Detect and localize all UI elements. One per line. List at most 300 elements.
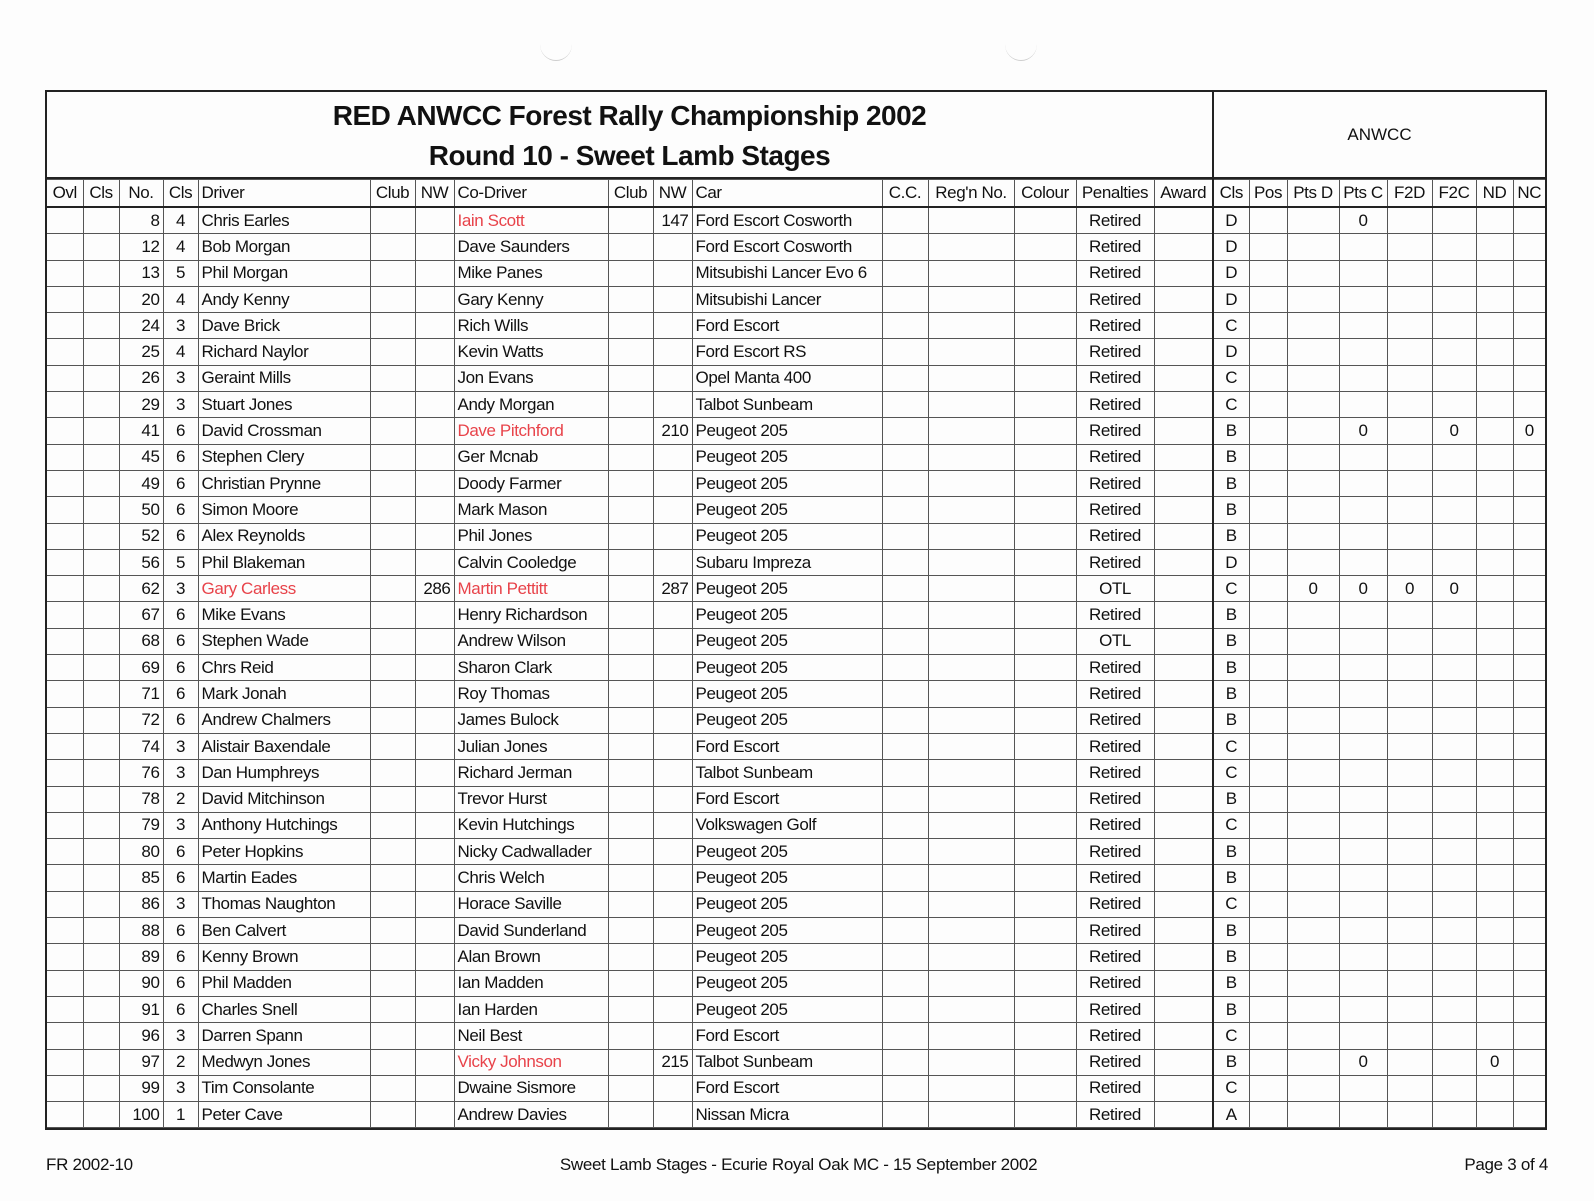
- table-cell: [83, 313, 119, 339]
- table-row: [47, 392, 1545, 418]
- table-cell: [928, 760, 1014, 786]
- table-cell: [1387, 1023, 1432, 1049]
- table-cell: [1249, 523, 1287, 549]
- table-cell: [1387, 339, 1432, 365]
- table-cell: [415, 786, 454, 812]
- table-cell: 0: [1513, 418, 1545, 444]
- table-cell: Retired: [1076, 313, 1154, 339]
- table-cell: B: [1213, 628, 1249, 654]
- table-cell: [928, 602, 1014, 628]
- table-cell: 25: [119, 339, 163, 365]
- table-row: [47, 707, 1545, 733]
- table-cell: [1476, 996, 1513, 1022]
- table-cell: [1476, 602, 1513, 628]
- table-cell: 3: [163, 313, 198, 339]
- table-cell: [1387, 707, 1432, 733]
- table-cell: [1014, 918, 1076, 944]
- table-row: [47, 786, 1545, 812]
- table-cell: Retired: [1076, 812, 1154, 838]
- table-cell: Peugeot 205: [692, 996, 882, 1022]
- table-cell: Retired: [1076, 392, 1154, 418]
- table-cell: 80: [119, 839, 163, 865]
- table-cell: [1014, 234, 1076, 260]
- table-cell: [1249, 1075, 1287, 1101]
- table-cell: [1154, 812, 1213, 838]
- table-cell: [1513, 786, 1545, 812]
- table-cell: [653, 812, 692, 838]
- table-cell: C: [1213, 392, 1249, 418]
- table-cell: [1339, 944, 1387, 970]
- column-header: Driver: [198, 180, 370, 208]
- table-cell: [1249, 628, 1287, 654]
- table-cell: [1476, 497, 1513, 523]
- table-cell: 287: [653, 576, 692, 602]
- table-cell: Vicky Johnson: [454, 1049, 608, 1075]
- table-cell: 76: [119, 760, 163, 786]
- table-cell: 0: [1339, 207, 1387, 234]
- table-cell: [47, 865, 83, 891]
- table-cell: [1513, 655, 1545, 681]
- column-header: Reg'n No.: [928, 180, 1014, 208]
- table-cell: 86: [119, 891, 163, 917]
- table-cell: 0: [1432, 418, 1476, 444]
- table-cell: Retired: [1076, 996, 1154, 1022]
- column-header: NC: [1513, 180, 1545, 208]
- title-line-1: RED ANWCC Forest Rally Championship 2002: [332, 100, 927, 131]
- table-cell: [1287, 918, 1339, 944]
- table-cell: Retired: [1076, 707, 1154, 733]
- table-cell: [882, 418, 928, 444]
- table-cell: [1513, 1102, 1545, 1128]
- table-cell: Ford Escort: [692, 313, 882, 339]
- table-cell: Peugeot 205: [692, 918, 882, 944]
- table-cell: [1387, 760, 1432, 786]
- table-cell: [47, 1102, 83, 1128]
- table-cell: [1476, 444, 1513, 470]
- table-cell: [653, 1075, 692, 1101]
- table-cell: [928, 970, 1014, 996]
- table-cell: 3: [163, 812, 198, 838]
- table-cell: [882, 313, 928, 339]
- table-cell: [1476, 707, 1513, 733]
- table-cell: [415, 602, 454, 628]
- table-cell: [83, 576, 119, 602]
- table-cell: [1476, 786, 1513, 812]
- table-cell: [1249, 418, 1287, 444]
- table-cell: [1249, 470, 1287, 496]
- table-cell: [1432, 786, 1476, 812]
- table-cell: [47, 891, 83, 917]
- table-cell: [1476, 576, 1513, 602]
- table-cell: [1014, 339, 1076, 365]
- table-cell: [1339, 1075, 1387, 1101]
- table-cell: B: [1213, 1049, 1249, 1075]
- table-cell: B: [1213, 996, 1249, 1022]
- table-cell: [608, 1075, 653, 1101]
- table-cell: [608, 918, 653, 944]
- table-cell: C: [1213, 812, 1249, 838]
- table-cell: Kevin Hutchings: [454, 812, 608, 838]
- table-cell: [47, 970, 83, 996]
- table-cell: Doody Farmer: [454, 470, 608, 496]
- table-cell: [1432, 234, 1476, 260]
- table-cell: [653, 470, 692, 496]
- table-cell: [1476, 523, 1513, 549]
- table-cell: [1432, 207, 1476, 234]
- table-cell: Peugeot 205: [692, 497, 882, 523]
- table-cell: [1387, 891, 1432, 917]
- table-cell: [1249, 339, 1287, 365]
- table-cell: 100: [119, 1102, 163, 1128]
- column-header: Colour: [1014, 180, 1076, 208]
- table-cell: Retired: [1076, 365, 1154, 391]
- table-cell: [1432, 655, 1476, 681]
- table-cell: [1513, 523, 1545, 549]
- table-cell: [1249, 1102, 1287, 1128]
- table-cell: [83, 918, 119, 944]
- table-cell: 6: [163, 839, 198, 865]
- table-cell: [1432, 286, 1476, 312]
- table-cell: [1154, 549, 1213, 575]
- table-cell: [1339, 839, 1387, 865]
- table-cell: [1339, 444, 1387, 470]
- table-cell: [608, 628, 653, 654]
- table-cell: [882, 812, 928, 838]
- table-cell: [1432, 549, 1476, 575]
- table-cell: 99: [119, 1075, 163, 1101]
- table-cell: [608, 707, 653, 733]
- table-cell: 62: [119, 576, 163, 602]
- table-cell: 3: [163, 733, 198, 759]
- table-cell: [415, 470, 454, 496]
- table-cell: [1513, 234, 1545, 260]
- table-cell: [1513, 707, 1545, 733]
- table-cell: Ger Mcnab: [454, 444, 608, 470]
- table-cell: [1154, 444, 1213, 470]
- table-cell: Ford Escort RS: [692, 339, 882, 365]
- table-cell: [1476, 1075, 1513, 1101]
- table-cell: [415, 970, 454, 996]
- table-cell: [882, 865, 928, 891]
- table-cell: [928, 944, 1014, 970]
- table-cell: [83, 681, 119, 707]
- table-cell: Mike Panes: [454, 260, 608, 286]
- table-cell: [370, 523, 415, 549]
- table-cell: [1387, 786, 1432, 812]
- table-cell: [1476, 655, 1513, 681]
- table-cell: [415, 681, 454, 707]
- table-cell: [370, 786, 415, 812]
- table-cell: [653, 918, 692, 944]
- table-cell: 91: [119, 996, 163, 1022]
- table-cell: 0: [1339, 576, 1387, 602]
- table-cell: [83, 839, 119, 865]
- table-cell: [1387, 681, 1432, 707]
- table-cell: [1014, 365, 1076, 391]
- table-cell: [47, 681, 83, 707]
- table-cell: [608, 260, 653, 286]
- table-cell: [653, 786, 692, 812]
- table-cell: Nicky Cadwallader: [454, 839, 608, 865]
- table-cell: [653, 733, 692, 759]
- table-cell: Mitsubishi Lancer Evo 6: [692, 260, 882, 286]
- table-cell: [1014, 418, 1076, 444]
- table-cell: B: [1213, 444, 1249, 470]
- table-cell: [370, 1102, 415, 1128]
- table-cell: [882, 444, 928, 470]
- table-cell: Kenny Brown: [198, 944, 370, 970]
- table-cell: [1014, 602, 1076, 628]
- table-cell: 67: [119, 602, 163, 628]
- table-cell: B: [1213, 786, 1249, 812]
- table-cell: [1154, 418, 1213, 444]
- table-cell: [415, 812, 454, 838]
- table-cell: [83, 286, 119, 312]
- table-cell: [653, 628, 692, 654]
- table-cell: Chris Earles: [198, 207, 370, 234]
- table-cell: [415, 207, 454, 234]
- table-cell: [47, 944, 83, 970]
- table-cell: [370, 628, 415, 654]
- table-cell: Sharon Clark: [454, 655, 608, 681]
- table-cell: [653, 602, 692, 628]
- table-cell: [1014, 1023, 1076, 1049]
- table-cell: [1249, 681, 1287, 707]
- table-cell: [1287, 549, 1339, 575]
- table-cell: D: [1213, 339, 1249, 365]
- table-cell: [1339, 339, 1387, 365]
- table-cell: [1154, 1023, 1213, 1049]
- results-table: [47, 179, 1545, 1128]
- table-cell: [653, 891, 692, 917]
- table-cell: 0: [1339, 1049, 1387, 1075]
- table-cell: Ian Harden: [454, 996, 608, 1022]
- table-cell: [928, 549, 1014, 575]
- table-cell: [1287, 497, 1339, 523]
- table-cell: Stuart Jones: [198, 392, 370, 418]
- table-cell: Bob Morgan: [198, 234, 370, 260]
- table-cell: [1432, 1049, 1476, 1075]
- table-row: [47, 470, 1545, 496]
- table-cell: Mark Jonah: [198, 681, 370, 707]
- table-cell: Ford Escort: [692, 733, 882, 759]
- table-cell: Dave Saunders: [454, 234, 608, 260]
- table-cell: [1432, 444, 1476, 470]
- table-cell: [83, 444, 119, 470]
- table-cell: [882, 523, 928, 549]
- table-cell: [415, 891, 454, 917]
- table-cell: 0: [1387, 576, 1432, 602]
- table-cell: Peugeot 205: [692, 707, 882, 733]
- table-cell: [370, 313, 415, 339]
- table-cell: [1154, 602, 1213, 628]
- table-cell: [1249, 891, 1287, 917]
- table-cell: Stephen Wade: [198, 628, 370, 654]
- table-cell: [1249, 1023, 1287, 1049]
- table-cell: Horace Saville: [454, 891, 608, 917]
- table-cell: [928, 891, 1014, 917]
- table-cell: 3: [163, 392, 198, 418]
- table-cell: [83, 523, 119, 549]
- table-cell: Roy Thomas: [454, 681, 608, 707]
- table-cell: B: [1213, 970, 1249, 996]
- table-cell: Retired: [1076, 418, 1154, 444]
- table-row: [47, 655, 1545, 681]
- table-cell: [928, 207, 1014, 234]
- table-row: [47, 996, 1545, 1022]
- table-cell: [1249, 444, 1287, 470]
- table-row: [47, 628, 1545, 654]
- table-cell: David Mitchinson: [198, 786, 370, 812]
- table-cell: [1014, 733, 1076, 759]
- table-cell: [653, 944, 692, 970]
- table-cell: C: [1213, 313, 1249, 339]
- table-cell: [1249, 1049, 1287, 1075]
- table-cell: [1249, 260, 1287, 286]
- table-cell: [608, 891, 653, 917]
- table-cell: B: [1213, 681, 1249, 707]
- table-cell: [415, 944, 454, 970]
- table-cell: [1513, 602, 1545, 628]
- table-cell: Peter Cave: [198, 1102, 370, 1128]
- table-cell: [1387, 602, 1432, 628]
- table-cell: [415, 839, 454, 865]
- table-cell: [1014, 260, 1076, 286]
- table-cell: [83, 470, 119, 496]
- table-cell: Gary Kenny: [454, 286, 608, 312]
- table-cell: OTL: [1076, 628, 1154, 654]
- table-row: [47, 1023, 1545, 1049]
- table-cell: Retired: [1076, 891, 1154, 917]
- table-cell: [1287, 996, 1339, 1022]
- table-cell: [608, 681, 653, 707]
- table-cell: [83, 707, 119, 733]
- table-cell: [608, 786, 653, 812]
- table-cell: [1249, 865, 1287, 891]
- table-cell: Geraint Mills: [198, 365, 370, 391]
- table-cell: [83, 628, 119, 654]
- table-cell: Peugeot 205: [692, 865, 882, 891]
- table-cell: Peugeot 205: [692, 891, 882, 917]
- table-cell: [882, 786, 928, 812]
- table-cell: 147: [653, 207, 692, 234]
- table-cell: [1249, 996, 1287, 1022]
- table-cell: [1476, 760, 1513, 786]
- table-cell: Peugeot 205: [692, 470, 882, 496]
- table-cell: Mitsubishi Lancer: [692, 286, 882, 312]
- table-cell: [1014, 286, 1076, 312]
- table-cell: [1513, 444, 1545, 470]
- table-cell: [83, 733, 119, 759]
- table-cell: [47, 576, 83, 602]
- table-cell: [1339, 497, 1387, 523]
- table-cell: [1339, 1023, 1387, 1049]
- table-cell: Thomas Naughton: [198, 891, 370, 917]
- table-cell: [370, 444, 415, 470]
- table-cell: [1476, 1023, 1513, 1049]
- table-cell: 88: [119, 918, 163, 944]
- column-header: Pts D: [1287, 180, 1339, 208]
- table-cell: [1432, 339, 1476, 365]
- table-cell: 72: [119, 707, 163, 733]
- table-cell: Martin Pettitt: [454, 576, 608, 602]
- table-cell: Ford Escort: [692, 1023, 882, 1049]
- table-cell: Ben Calvert: [198, 918, 370, 944]
- table-cell: [1339, 707, 1387, 733]
- table-cell: [653, 655, 692, 681]
- table-cell: Anthony Hutchings: [198, 812, 370, 838]
- table-row: [47, 602, 1545, 628]
- table-cell: B: [1213, 418, 1249, 444]
- table-cell: [608, 286, 653, 312]
- table-cell: [1014, 207, 1076, 234]
- table-cell: [370, 812, 415, 838]
- table-cell: 85: [119, 865, 163, 891]
- table-row: [47, 918, 1545, 944]
- header-row: [47, 180, 1545, 208]
- table-cell: [1432, 497, 1476, 523]
- table-cell: 41: [119, 418, 163, 444]
- table-cell: Peugeot 205: [692, 444, 882, 470]
- table-cell: [1154, 260, 1213, 286]
- table-row: [47, 733, 1545, 759]
- table-cell: [1014, 497, 1076, 523]
- table-cell: [882, 918, 928, 944]
- table-cell: [1513, 918, 1545, 944]
- table-cell: [1154, 891, 1213, 917]
- table-cell: D: [1213, 260, 1249, 286]
- table-cell: [1432, 1075, 1476, 1101]
- table-cell: [1287, 207, 1339, 234]
- table-cell: [370, 839, 415, 865]
- table-cell: [1154, 1049, 1213, 1075]
- table-cell: [1513, 576, 1545, 602]
- table-cell: D: [1213, 234, 1249, 260]
- table-cell: [1476, 234, 1513, 260]
- table-cell: [1287, 365, 1339, 391]
- table-cell: [415, 523, 454, 549]
- table-cell: [1476, 918, 1513, 944]
- table-cell: [882, 392, 928, 418]
- table-cell: [1249, 286, 1287, 312]
- table-cell: B: [1213, 470, 1249, 496]
- table-cell: [47, 523, 83, 549]
- table-cell: [882, 497, 928, 523]
- table-cell: [1339, 812, 1387, 838]
- table-cell: [1249, 313, 1287, 339]
- table-cell: 69: [119, 655, 163, 681]
- table-cell: [653, 1023, 692, 1049]
- table-cell: [1287, 339, 1339, 365]
- table-cell: [370, 234, 415, 260]
- table-cell: [1513, 1023, 1545, 1049]
- table-cell: [1014, 681, 1076, 707]
- table-cell: [83, 970, 119, 996]
- table-cell: [1154, 313, 1213, 339]
- table-cell: [1287, 655, 1339, 681]
- table-cell: Phil Madden: [198, 970, 370, 996]
- table-cell: [928, 576, 1014, 602]
- table-cell: Retired: [1076, 733, 1154, 759]
- table-cell: [1476, 865, 1513, 891]
- table-cell: [47, 444, 83, 470]
- table-cell: [1513, 944, 1545, 970]
- table-cell: [1387, 733, 1432, 759]
- table-cell: [370, 365, 415, 391]
- table-cell: Talbot Sunbeam: [692, 1049, 882, 1075]
- table-cell: [882, 549, 928, 575]
- table-cell: Retired: [1076, 944, 1154, 970]
